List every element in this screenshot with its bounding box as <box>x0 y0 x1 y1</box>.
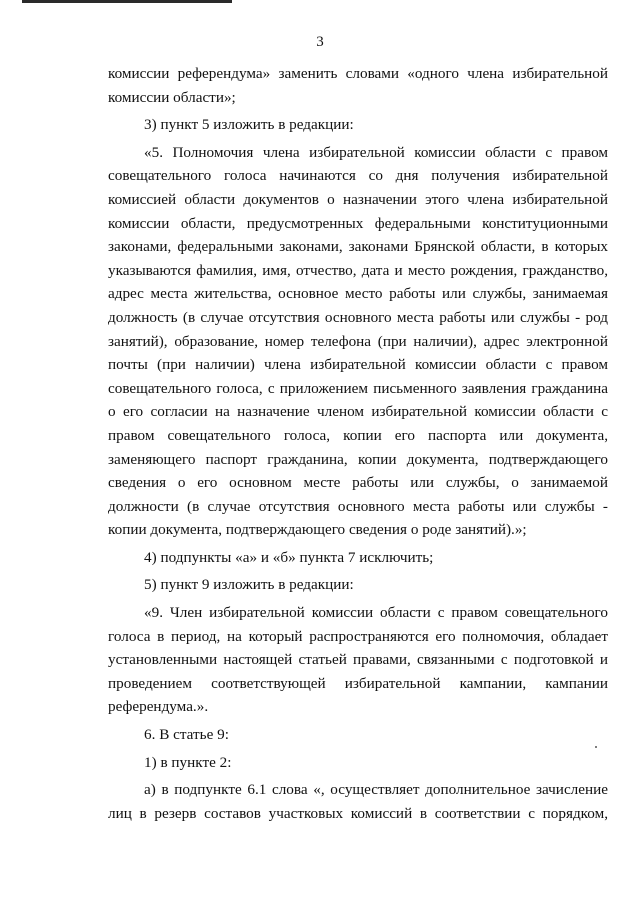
paragraph-item-3: 3) пункт 5 изложить в редакции: <box>144 116 354 134</box>
document-body <box>108 62 608 825</box>
scan-edge-mark <box>22 0 232 3</box>
scan-speck <box>595 746 597 748</box>
paragraph-continuation: комиссии референдума» заменить словами «одного члена избирательной комиссии области»; <box>108 65 608 106</box>
paragraph-article-9: 6. В статье 9: <box>144 726 229 744</box>
paragraph-item-4: 4) подпункты «а» и «б» пункта 7 исключить; <box>144 548 434 566</box>
page-number: 3 <box>316 34 324 50</box>
paragraph-subitem-a: а) в подпункте 6.1 слова «, осуществляет дополнительное зачисление лиц в резерв составов участковых комиссий в соответствии с порядком, <box>108 781 608 822</box>
paragraph-subitem-1: 1) в пункте 2: <box>144 753 232 771</box>
paragraph-quote-5: «5. Полномочия члена избирательной комиссии области с правом совещательного голоса начинаются со дня получения избирательной комиссией области документов о назначении этого члена избирательной комиссии области, предусмотренных федеральными конституционными законами, федеральными законами, законами Брянской области, в которых указываются фамилия, имя, отчество, дата и место рождения, гражданство, адрес места жительства, основное место работы или службы, занимаемая должность (в случае отсутствия основного места работы или службы - род занятий), образование, номер телефона (при наличии), адрес электронной почты (при наличии) члена избирательной комиссии области с правом совещательного голоса, с приложением письменного заявления гражданина о его согласии на назначение членом избирательной комиссии области с правом совещательного голоса, копии его паспорта или документа, заменяющего паспорт гражданина, копии документа, подтверждающего сведения о его основном месте работы или службы, о занимаемой должности (в случае отсутствия основного места работы или службы - копии документа, подтверждающего сведения о роде занятий).»; <box>108 143 608 539</box>
paragraph-quote-9: «9. Член избирательной комиссии области с правом совещательного голоса в период, на который распространяются его полномочия, обладает установленными настоящей статьей правами, связанными с подготовкой и проведением соответствующей избирательной кампании, кампании референдума.». <box>108 604 608 716</box>
paragraph-item-5: 5) пункт 9 изложить в редакции: <box>144 576 354 594</box>
